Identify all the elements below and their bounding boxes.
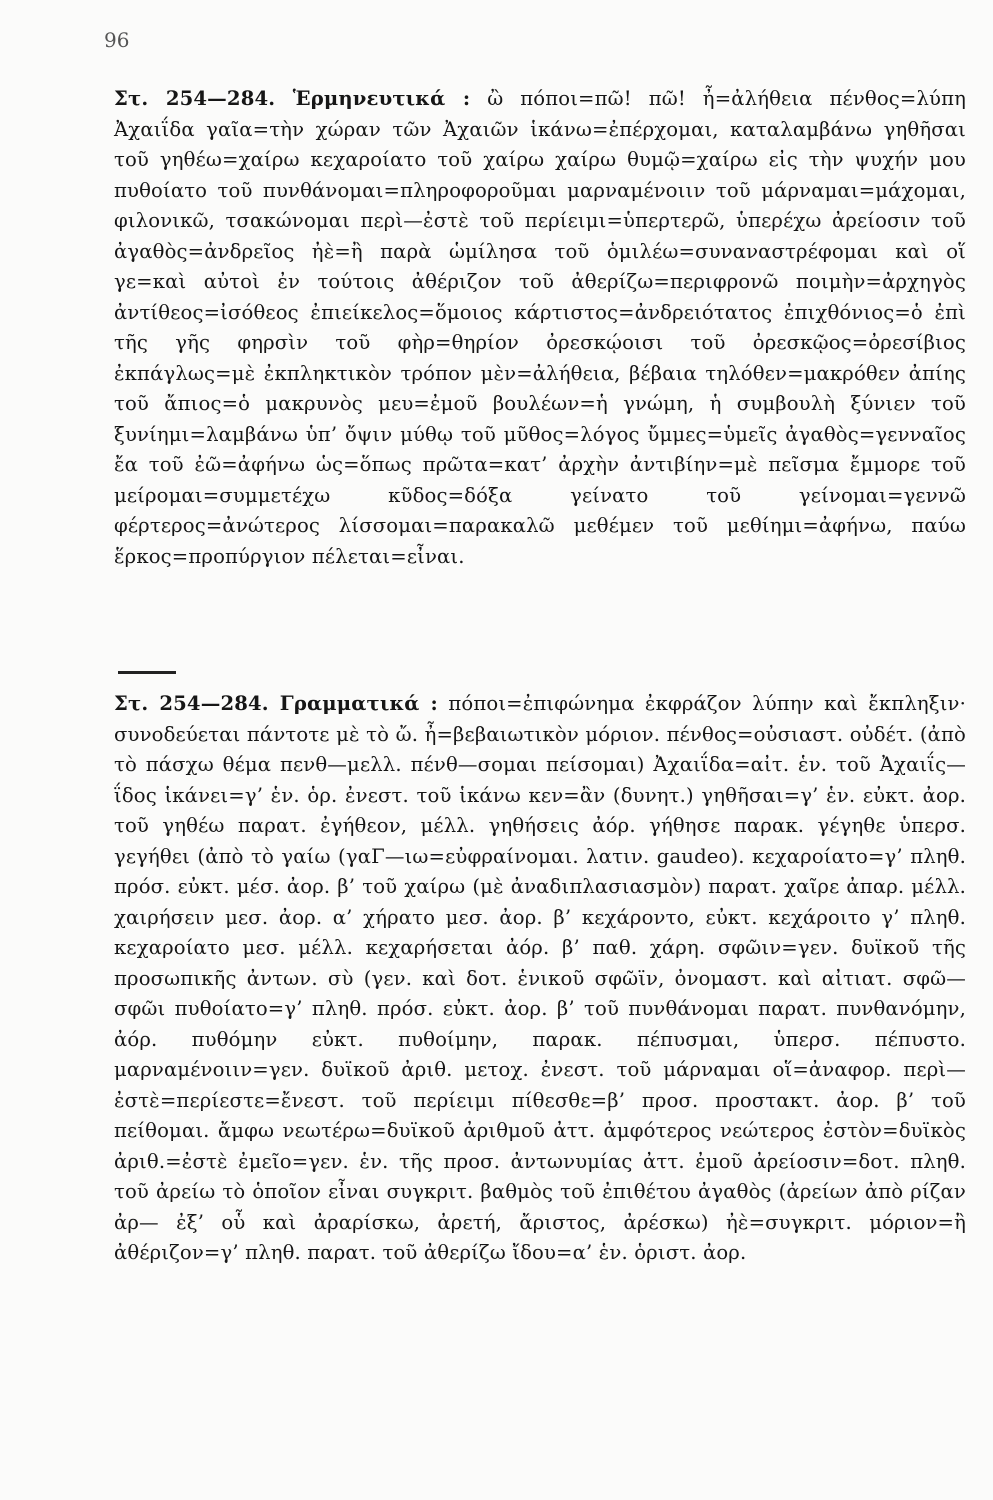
section-heading: Στ. 254—284. Γραμματικά : (114, 692, 438, 715)
section-body: ὢ πόποι=πῶ! πῶ! ἦ=ἀλήθεια πένθος=λύπη Ἀχαιΐδα γαῖα=τὴν χώραν τῶν Ἀχαιῶν ἱκάνω=ἐπέρχομαι, καταλαμβάνω γηθῆσαι τοῦ γηθέω=χαίρω κεχαροίατο τοῦ χαίρω χαίρω θυμῷ=χαίρω εἰς τὴν ψυχήν μου πυθοίατο τοῦ πυνθάνομαι=πληροφοροῦμαι μαρναμένοιιν τοῦ μάρναμαι=μάχομαι, φιλονικῶ, τσακώνομαι περὶ—ἐστὲ τοῦ περίειμι=ὑπερτερῶ, ὑπερέχω ἀρείοσιν τοῦ ἀγαθὸς=ἀνδρεῖος ἠὲ=ἢ παρὰ ὡμίλησα τοῦ ὁμιλέω=συναναστρέφομαι καὶ οἵ γε=καὶ αὐτοὶ ἐν τούτοις ἀθέριζον τοῦ ἀθερίζω=περιφρονῶ ποιμὴν=ἀρχηγὸς ἀντίθεος=ἰσόθεος ἐπιείκελος=ὅμοιος κάρτιστος=ἀνδρειότατος ἐπιχθόνιος=ὁ ἐπὶ τῆς γῆς φηρσὶν τοῦ φὴρ=θηρίον ὀρεσκῴοισι τοῦ ὀρεσκῷος=ὀρεσίβιος ἐκπάγλως=μὲ ἐκπληκτικὸν τρόπον μὲν=ἀλήθεια, βέβαια τηλόθεν=μακρόθεν ἀπίης τοῦ ἄπιος=ὁ μακρυνὸς μευ=ἐμοῦ βουλέων=ἡ γνώμη, ἡ συμβουλὴ ξύνιεν τοῦ ξυνίημι=λαμβάνω ὑπ’ ὄψιν μύθῳ τοῦ μῦθος=λόγος ὔμμες=ὑμεῖς ἀγαθὸς=γενναῖος ἔα τοῦ ἐῶ=ἀφήνω ὡς=ὅπως πρῶτα=κατ’ ἀρχὴν ἀντιβίην=μὲ πεῖσμα ἔμμορε τοῦ μείρομαι=συμμετέχω κῦδος=δόξα γείνατο τοῦ γείνομαι=γεννῶ φέρτερος=ἀνώτερος λίσσομαι=παρακαλῶ μεθέμεν τοῦ μεθίημι=ἀφήνω, παύω ἕρκος=προπύργιον πέλεται=εἶναι. (114, 87, 967, 568)
section-grammatical (114, 689, 966, 1269)
section-heading: Στ. 254—284. Ἑρμηνευτικά : (114, 87, 471, 110)
section-interpretive (114, 84, 966, 572)
page-number: 96 (104, 28, 130, 52)
section-body: πόποι=ἐπιφώνημα ἐκφράζον λύπην καὶ ἔκπληξιν· συνοδεύεται πάντοτε μὲ τὸ ὤ. ἦ=βεβαιωτικὸν μόριον. πένθος=οὐσιαστ. οὐδέτ. (ἀπὸ τὸ πάσχω θέμα πενθ—μελλ. πένθ—σομαι πείσομαι) Ἀχαιΐδα=αἰτ. ἑν. τοῦ Ἀχαιΐς—ΐδος ἱκάνει=γ’ ἑν. ὁρ. ἐνεστ. τοῦ ἱκάνω κεν=ἂν (δυνητ.) γηθῆσαι=γ’ ἑν. εὐκτ. ἀορ. τοῦ γηθέω παρατ. ἐγήθεον, μέλλ. γηθήσεις ἀόρ. γήθησε παρακ. γέγηθε ὑπερσ. γεγήθει (ἀπὸ τὸ γαίω (γαΓ—ιω=εὐφραίνομαι. λατιν. gaudeo). κεχαροίατο=γ’ πληθ. πρόσ. εὐκτ. μέσ. ἀορ. β’ τοῦ χαίρω (μὲ ἀναδιπλασιασμὸν) παρατ. χαῖρε ἀπαρ. μέλλ. χαιρήσειν μεσ. ἀορ. α’ χήρατο μεσ. ἀορ. β’ κεχάροντο, εὐκτ. κεχάροιτο γ’ πληθ. κεχαροίατο μεσ. μέλλ. κεχαρήσεται ἀόρ. β’ παθ. χάρη. σφῶιν=γεν. δυϊκοῦ τῆς προσωπικῆς ἀντων. σὺ (γεν. καὶ δοτ. ἑνικοῦ σφῶϊν, ὀνομαστ. καὶ αἰτιατ. σφῶ—σφῶι πυθοίατο=γ’ πληθ. πρόσ. εὐκτ. ἀορ. β’ τοῦ πυνθάνομαι παρατ. πυνθανόμην, ἀόρ. πυθόμην εὐκτ. πυθοίμην, παρακ. πέπυσμαι, ὑπερσ. πέπυστο. μαρναμένοιιν=γεν. δυϊκοῦ ἀριθ. μετοχ. ἐνεστ. τοῦ μάρναμαι οἵ=ἀναφορ. περὶ—ἐστὲ=περίεστε=ἔνεστ. τοῦ περίειμι πίθεσθε=β’ προσ. προστακτ. ἀορ. β’ τοῦ πείθομαι. ἄμφω νεωτέρω=δυϊκοῦ ἀριθμοῦ ἀττ. ἀμφότερος νεώτερος ἐστὸν=δυϊκὸς ἀριθ.=ἐστὲ ἐμεῖο=γεν. ἑν. τῆς προσ. ἀντωνυμίας ἀττ. ἐμοῦ ἀρείοσιν=δοτ. πληθ. τοῦ ἀρείω τὸ ὁποῖον εἶναι συγκριτ. βαθμὸς τοῦ ἐπιθέτου ἀγαθὸς (ἀρείων ἀπὸ ρίζαν ἀρ— ἐξ’ οὗ καὶ ἀραρίσκω, ἀρετή, ἄριστος, ἀρέσκω) ἠὲ=συγκριτ. μόριον=ἢ ἀθέριζον=γ’ πληθ. παρατ. τοῦ ἀθερίζω ἴδου=α’ ἑν. ὁριστ. ἀορ. (114, 692, 966, 1264)
section-divider (118, 671, 176, 674)
